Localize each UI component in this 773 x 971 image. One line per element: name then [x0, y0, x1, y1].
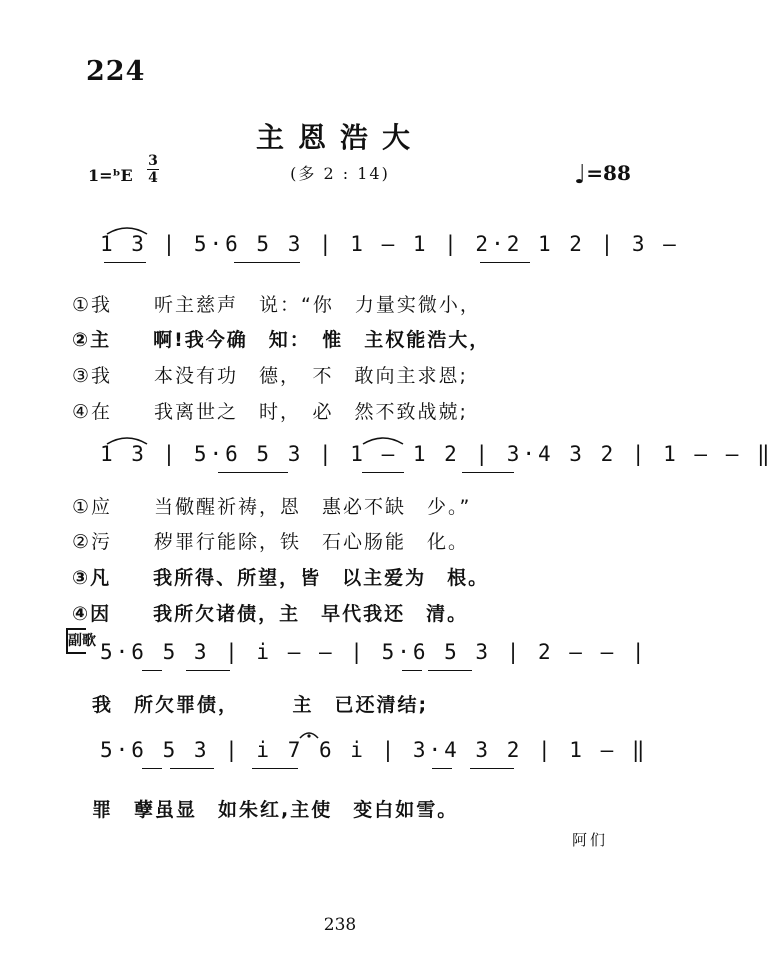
verse-notation-line-2: 1 3 | 5·6 5 3 | 1 – 1 2 | 3·4 3 2 | 1 – – ‖: [100, 442, 773, 466]
hymn-title: 主恩浩大: [255, 121, 424, 154]
beam-line: [402, 670, 422, 671]
beam-line: [362, 472, 404, 473]
quarter-note-icon: ♩: [574, 160, 587, 190]
beam-line: [104, 262, 146, 263]
chorus-lyric-1: 我 所欠罪债， 主 已还清结;: [92, 694, 429, 716]
chorus-label: 副歌: [66, 628, 86, 654]
beam-line: [142, 670, 162, 671]
tempo-marking: [574, 160, 631, 190]
slur-mark: [104, 432, 150, 446]
verse-lyric-1a: ①我 听主慈声 说：“你 力量实微小，: [72, 294, 481, 316]
slur-mark: [360, 432, 406, 446]
tempo-value: =88: [586, 161, 631, 185]
verse-lyric-4b: ④因 我所欠诸债，主 早代我还 清。: [72, 603, 469, 625]
beam-line: [234, 262, 300, 263]
beam-line: [470, 768, 514, 769]
beam-line: [480, 262, 530, 263]
chorus-notation-line-1: 5·6 5 3 | i – – | 5·6 5 3 | 2 – – |: [100, 640, 648, 664]
hymn-number: 224: [86, 56, 146, 87]
key-signature: 1=ᵇE: [88, 166, 133, 185]
beam-line: [170, 768, 214, 769]
beam-line: [186, 670, 230, 671]
beam-line: [218, 472, 288, 473]
verse-lyric-1b: ①应 当儆醒祈祷，恩 惠必不缺 少。”: [72, 496, 472, 518]
beam-line: [252, 768, 298, 769]
beam-line: [428, 670, 472, 671]
time-signature-bottom: 4: [148, 170, 158, 186]
beam-line: [142, 768, 162, 769]
time-signature: [147, 154, 159, 185]
fermata-mark: [298, 728, 320, 740]
verse-lyric-3a: ③我 本没有功 德， 不 敢向主求恩;: [72, 365, 468, 387]
verse-lyric-2a: ②主 啊!我今确 知： 惟 主权能浩大，: [72, 329, 491, 351]
scripture-reference: (多 2 : 14): [290, 164, 390, 183]
page-number: 238: [323, 915, 357, 935]
chorus-lyric-2: 罪 孽虽显 如朱红,主使 变白如雪。: [92, 799, 459, 821]
beam-line: [462, 472, 514, 473]
beam-line: [432, 768, 452, 769]
verse-lyric-3b: ③凡 我所得、所望，皆 以主爱为 根。: [72, 567, 490, 589]
verse-lyric-4a: ④在 我离世之 时， 必 然不致战兢;: [72, 401, 468, 423]
time-signature-top: 3: [148, 153, 158, 169]
amen-text: 阿们: [572, 831, 609, 849]
chorus-notation-line-2: 5·6 5 3 | i 7 6 i | 3·4 3 2 | 1 – ‖: [100, 738, 648, 762]
verse-notation-line-1: 1 3 | 5·6 5 3 | 1 – 1 | 2·2 1 2 | 3 –: [100, 232, 679, 256]
slur-mark: [104, 222, 150, 236]
verse-lyric-2b: ②污 秽罪行能除，铁 石心肠能 化。: [72, 531, 470, 553]
